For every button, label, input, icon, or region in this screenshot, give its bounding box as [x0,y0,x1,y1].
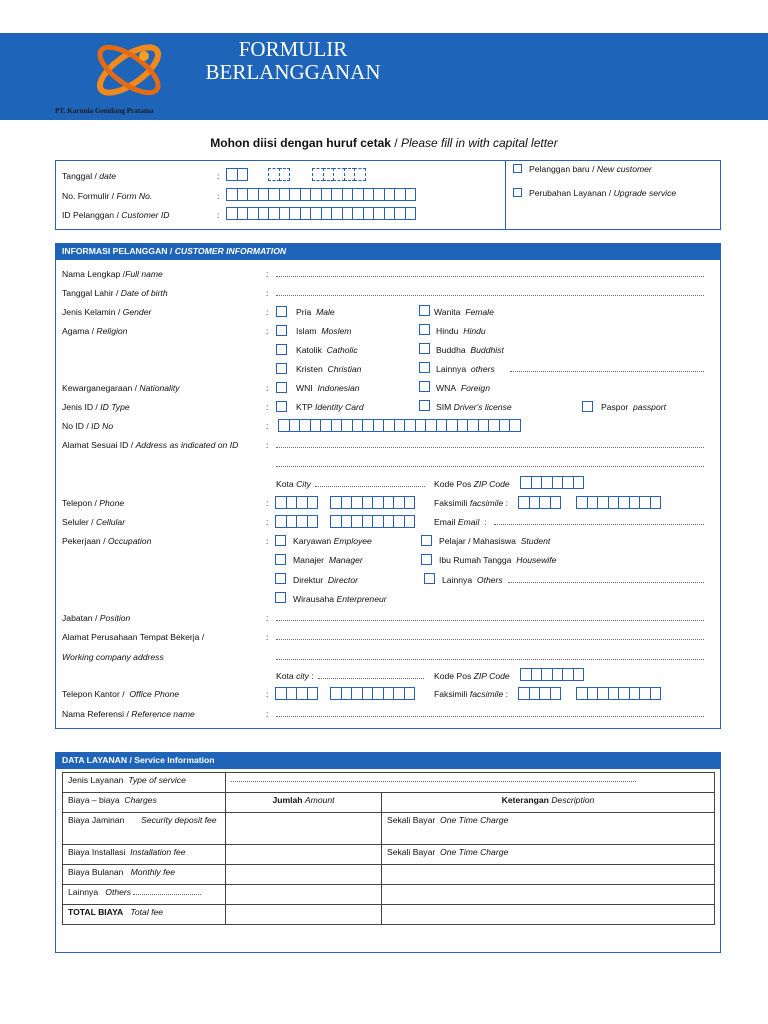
work-address-line1-input[interactable] [276,639,704,640]
total-description-input[interactable] [382,905,715,925]
student-label: Pelajar / Mahasiswa Student [439,536,551,546]
cellular-label: Seluler / Cellular [62,517,126,527]
city-input[interactable] [315,486,425,487]
phone-number-input[interactable] [330,496,415,509]
id-no-input[interactable] [278,419,521,432]
passport-label: Paspor passport [601,402,666,412]
total-amount-input[interactable] [226,905,382,925]
phone-label: Telepon / Phone [62,498,125,508]
monthly-description-input[interactable] [382,865,715,885]
hindu-label: Hindu Hindu [436,326,486,336]
female-checkbox[interactable] [419,305,430,316]
table-row [63,865,715,885]
id-no-label: No ID / ID No [62,421,114,431]
work-city-label: Kota city : [276,671,314,681]
zip-input[interactable] [520,476,584,489]
other-occupation-input[interactable] [508,582,704,583]
full-name-input[interactable] [276,276,704,277]
work-address-line2-input[interactable] [276,659,704,660]
date-year-input[interactable] [312,168,366,181]
wni-checkbox[interactable] [276,382,287,393]
dob-label: Tanggal Lahir / Date of birth [62,288,168,298]
email-label: Email Email : [434,517,487,527]
form-no-input[interactable] [226,188,416,201]
housewife-checkbox[interactable] [421,554,432,565]
islam-checkbox[interactable] [276,325,287,336]
work-city-input[interactable] [318,678,424,679]
total-label: TOTAL BIAYA Total fee [63,905,226,925]
instruction: Mohon diisi dengan huruf cetak / Please fill in with capital letter [210,136,558,150]
housewife-label: Ibu Rumah Tangga Housewife [439,555,557,565]
form-no-label: No. Formulir / Form No. [62,191,153,201]
fax-label: Faksimili facsimile : [434,498,509,508]
other-occupation-checkbox[interactable] [424,573,435,584]
amount-header: Jumlah Amount [226,793,382,813]
buddha-label: Buddha Buddhist [436,345,504,355]
others-label: Lainnya Others [63,885,226,905]
manager-label: Manajer Manager [293,555,363,565]
catholic-checkbox[interactable] [276,344,287,355]
fax-number-input[interactable] [576,496,661,509]
director-label: Direktur Director [293,575,358,585]
office-fax-number-input[interactable] [576,687,661,700]
description-header: Keterangan Description [382,793,715,813]
hindu-checkbox[interactable] [419,324,430,335]
others-amount-input[interactable] [226,885,382,905]
service-type-input[interactable] [226,773,715,793]
cellular-prefix-input[interactable] [275,515,318,528]
service-type-label: Jenis Layanan Type of service [63,773,226,793]
islam-label: Islam Moslem [296,326,352,336]
other-occupation-label: Lainnya Others [442,575,503,585]
religion-label: Agama / Religion [62,326,128,336]
monthly-amount-input[interactable] [226,865,382,885]
office-fax-area-input[interactable] [518,687,561,700]
office-phone-label: Telepon Kantor / Office Phone [62,689,180,699]
deposit-description: Sekali Bayar One Time Charge [382,813,715,845]
male-label: Pria Male [296,307,335,317]
manager-checkbox[interactable] [275,554,286,565]
others-description-input[interactable] [382,885,715,905]
table-row [63,793,715,813]
address-label: Alamat Sesuai ID / Address as indicated on ID [62,440,239,450]
office-fax-label: Faksimili facsimile : [434,689,509,699]
employee-checkbox[interactable] [275,535,286,546]
customer-info-bar: INFORMASI PELANGGAN / CUSTOMER INFORMATION [56,244,720,260]
service-info-bar: DATA LAYANAN / Service Information [56,753,720,769]
work-zip-label: Kode Pos ZIP Code [434,671,510,681]
other-religion-checkbox[interactable] [419,362,430,373]
nationality-label: Kewarganegaraan / Nationality [62,383,180,393]
ktp-label: KTP Identity Card [296,402,364,412]
email-input[interactable] [494,524,704,525]
position-label: Jabatan / Position [62,613,131,623]
catholic-label: Katolik Catholic [296,345,358,355]
student-checkbox[interactable] [421,535,432,546]
wna-label: WNA Foreign [436,383,490,393]
date-label: Tanggal / date [62,171,117,181]
table-row [63,845,715,865]
company-logo [88,34,170,106]
charges-header: Biaya – biaya Charges [63,793,226,813]
fax-area-input[interactable] [518,496,561,509]
reference-input[interactable] [276,716,704,717]
gender-label: Jenis Kelamin / Gender [62,307,152,317]
service-table [62,772,715,925]
passport-checkbox[interactable] [582,401,593,412]
table-row [63,773,715,793]
occupation-label: Pekerjaan / Occupation [62,536,152,546]
office-phone-number-input[interactable] [330,687,415,700]
table-row [63,905,715,925]
install-amount-input[interactable] [226,845,382,865]
address-line2-input[interactable] [276,466,704,467]
install-label: Biaya Installasi Installation fee [63,845,226,865]
employee-label: Karyawan Employee [293,536,372,546]
deposit-amount-input[interactable] [226,813,382,845]
position-input[interactable] [276,620,704,621]
male-checkbox[interactable] [276,306,287,317]
other-religion-input[interactable] [510,371,704,372]
christian-checkbox[interactable] [276,363,287,374]
city-label: Kota City [276,479,311,489]
form-title: FORMULIR BERLANGGANAN [205,38,381,84]
install-description: Sekali Bayar One Time Charge [382,845,715,865]
new-customer-checkbox[interactable] [513,164,522,173]
wna-checkbox[interactable] [419,381,430,392]
christian-label: Kristen Christian [296,364,362,374]
full-name-label: Nama Lengkap /Full name [62,269,163,279]
new-customer-label: Pelanggan baru / New customer [529,164,652,174]
other-religion-label: Lainnya others [436,364,495,374]
director-checkbox[interactable] [275,573,286,584]
female-label: Wanita Female [434,307,494,317]
ktp-checkbox[interactable] [276,401,287,412]
customer-id-input[interactable] [226,207,416,220]
reference-label: Nama Referensi / Reference name [62,709,195,719]
work-address-label: Alamat Perusahaan Tempat Bekerja / [62,632,205,642]
work-zip-input[interactable] [520,668,584,681]
dob-input[interactable] [276,295,704,296]
entrepreneur-label: Wirausaha Enterpreneur [293,594,387,604]
sim-checkbox[interactable] [419,400,430,411]
office-phone-area-input[interactable] [275,687,318,700]
phone-area-input[interactable] [275,496,318,509]
upgrade-service-checkbox[interactable] [513,188,522,197]
wni-label: WNI Indonesian [296,383,360,393]
sim-label: SIM Driver's license [436,402,512,412]
table-row [63,813,715,845]
deposit-label: Biaya Jaminan Security deposit fee [63,813,226,845]
buddha-checkbox[interactable] [419,343,430,354]
table-row [63,885,715,905]
date-day-input[interactable] [226,168,248,181]
zip-label: Kode Pos ZIP Code [434,479,510,489]
company-name: PT. Karunia Gemilang Pratama [55,107,154,115]
upgrade-service-label: Perubahan Layanan / Upgrade service [529,188,677,198]
cellular-number-input[interactable] [330,515,415,528]
monthly-label: Biaya Bulanan Monthly fee [63,865,226,885]
work-address-label-en: Working company address [62,652,164,662]
entrepreneur-checkbox[interactable] [275,592,286,603]
address-line1-input[interactable] [276,447,704,448]
customer-id-label: ID Pelanggan / Customer ID [62,210,170,220]
id-type-label: Jenis ID / ID Type [62,402,130,412]
date-month-input[interactable] [268,168,290,181]
